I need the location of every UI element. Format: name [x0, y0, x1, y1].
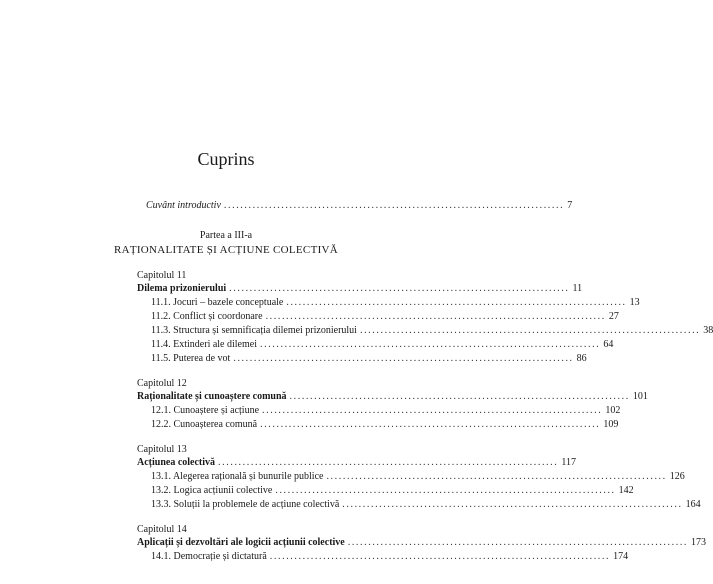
toc-entry-section[interactable] — [151, 353, 587, 365]
leader-dots: ................................................................................... — [265, 311, 606, 322]
toc-entry-intro[interactable] — [146, 200, 573, 212]
toc-entry-section[interactable] — [151, 485, 634, 497]
toc-entry-chapter[interactable] — [137, 283, 583, 295]
toc-entry-label: 11.5. Puterea de vot — [151, 353, 231, 364]
toc-entry-label: 11.3. Structura și semnificația dilemei prizonierului — [151, 325, 357, 336]
leader-dots: ................................................................................... — [289, 391, 630, 402]
page-title: Cuprins — [197, 149, 255, 169]
chapter-label: Capitolul 14 — [137, 524, 187, 535]
toc-entry-section[interactable] — [151, 471, 685, 483]
toc-entry-section[interactable] — [151, 325, 713, 337]
toc-entry-section[interactable] — [151, 297, 640, 309]
leader-dots: ................................................................................... — [275, 485, 616, 496]
toc-entry-label: Aplicații și dezvoltări ale logicii acțiunii colective — [137, 537, 345, 548]
leader-dots: ................................................................................... — [342, 499, 683, 510]
toc-entry-label: Raționalitate și cunoaștere comună — [137, 391, 287, 402]
toc-entry-label: 13.2. Logica acțiunii colective — [151, 485, 273, 496]
leader-dots: ................................................................................... — [326, 471, 667, 482]
toc-entry-chapter[interactable] — [137, 391, 648, 403]
toc-entry-chapter[interactable] — [137, 457, 576, 469]
leader-dots: ................................................................................... — [233, 353, 574, 364]
chapter-label: Capitolul 11 — [137, 270, 187, 281]
toc-page-number: 13 — [629, 297, 640, 308]
leader-dots: ................................................................................... — [218, 457, 559, 468]
toc-entry-chapter[interactable] — [137, 537, 707, 549]
toc-entry-label: Dilema prizonierului — [137, 283, 227, 294]
part-label: Partea a III-a — [199, 230, 253, 241]
toc-page-number: 117 — [561, 457, 576, 468]
toc-entry-label: Cuvânt introductiv — [146, 200, 221, 211]
toc-page-number: 11 — [572, 283, 583, 294]
toc-entry-label: Acțiunea colectivă — [137, 457, 216, 468]
leader-dots: ................................................................................... — [229, 283, 570, 294]
toc-entry-label: 13.1. Alegerea rațională și bunurile publice — [151, 471, 324, 482]
toc-entry-label: 11.1. Jocuri – bazele conceptuale — [151, 297, 284, 308]
toc-page-number: 101 — [632, 391, 648, 402]
toc-page-number: 164 — [685, 499, 701, 510]
toc-page-number: 86 — [576, 353, 587, 364]
toc-entry-label: 12.1. Cunoaștere și acțiune — [151, 405, 260, 416]
leader-dots: ................................................................................... — [262, 405, 603, 416]
chapter-label: Capitolul 12 — [137, 378, 187, 389]
chapter-label: Capitolul 13 — [137, 444, 187, 455]
toc-page-number: 38 — [703, 325, 713, 336]
toc-page-number: 102 — [605, 405, 621, 416]
toc-entry-label: 13.3. Soluții la problemele de acțiune colectivă — [151, 499, 340, 510]
toc-page-number: 109 — [603, 419, 619, 430]
toc-entry-label: 11.4. Extinderi ale dilemei — [151, 339, 257, 350]
toc-entry-label: 14.1. Democrație și dictatură — [151, 551, 267, 562]
toc-entry-section[interactable] — [151, 311, 619, 323]
leader-dots: ................................................................................... — [269, 551, 611, 562]
toc-entry-section[interactable] — [151, 405, 621, 417]
toc-entry-section[interactable] — [151, 339, 614, 351]
toc-entry-section[interactable] — [151, 551, 629, 563]
part-title: RAȚIONALITATE ȘI ACȚIUNE COLECTIVĂ — [113, 244, 339, 256]
toc-page-number: 173 — [691, 537, 707, 548]
toc-page-number: 142 — [618, 485, 634, 496]
leader-dots: ................................................................................... — [286, 297, 627, 308]
leader-dots: ................................................................................... — [347, 537, 689, 548]
toc-page-number: 126 — [669, 471, 685, 482]
toc-entry-section[interactable] — [151, 499, 701, 511]
toc-page-number: 7 — [567, 200, 573, 211]
leader-dots: ................................................................................... — [223, 200, 565, 211]
toc-page-number: 174 — [613, 551, 629, 562]
toc-entry-section[interactable] — [151, 419, 619, 431]
leader-dots: ................................................................................... — [359, 325, 701, 336]
toc-page-number: 27 — [608, 311, 619, 322]
toc-page-number: 64 — [603, 339, 614, 350]
toc-entry-label: 12.2. Cunoașterea comună — [151, 419, 258, 430]
toc-entry-label: 11.2. Conflict și coordonare — [151, 311, 263, 322]
leader-dots: ................................................................................... — [260, 419, 601, 430]
leader-dots: ................................................................................... — [260, 339, 601, 350]
